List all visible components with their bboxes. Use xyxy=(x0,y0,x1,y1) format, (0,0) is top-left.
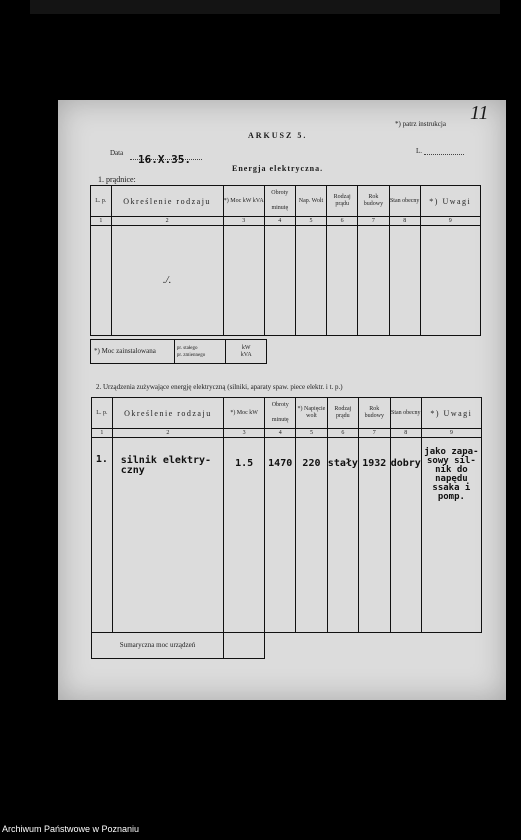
num-2: 2 xyxy=(111,217,223,226)
num-6: 6 xyxy=(327,217,358,226)
num2-4: 4 xyxy=(265,429,296,438)
date-value: 16.X.35. xyxy=(138,153,191,166)
num-5: 5 xyxy=(295,217,327,226)
num-4: 4 xyxy=(264,217,295,226)
moc-sub xyxy=(174,340,226,364)
film-edge xyxy=(30,0,500,14)
num-7: 7 xyxy=(358,217,390,226)
uwagi-line-6: pomp. xyxy=(437,492,465,502)
num-1: 1 xyxy=(91,217,112,226)
devices-table xyxy=(91,397,482,659)
row-uwagi xyxy=(421,438,481,633)
col-moc: *) Moc kW kVA xyxy=(223,186,264,217)
instruction-note: *) patrz instrukcja xyxy=(395,120,446,128)
col-rodzaj: Rodzaj prądu xyxy=(327,186,358,217)
col2-napiecie: *) Napięcie wolt xyxy=(296,398,328,429)
date-label: Data xyxy=(110,149,124,157)
col-stan: Stan obecny xyxy=(389,186,420,217)
col-obroty-top: Obroty xyxy=(271,190,289,196)
sum-label: Sumaryczna moc urządzeń xyxy=(92,633,224,659)
num2-8: 8 xyxy=(390,429,421,438)
moc-units xyxy=(226,340,267,364)
archive-watermark: Archiwum Państwowe w Poznaniu xyxy=(2,824,140,834)
col2-obroty-top: Obroty xyxy=(271,402,289,408)
uwagi-line-4: napędu xyxy=(435,474,468,484)
col2-lp: L. p. xyxy=(92,398,113,429)
num-9: 9 xyxy=(420,217,480,226)
num2-7: 7 xyxy=(358,429,390,438)
section1-title: 1. prądnice: xyxy=(98,175,136,184)
moc-label: *) Moc zainstalowana xyxy=(91,340,175,364)
col-obroty xyxy=(264,186,295,217)
num2-3: 3 xyxy=(224,429,265,438)
uwagi-line-1: jako zapa- xyxy=(424,447,479,457)
row-rok: 1932 xyxy=(358,438,390,633)
num2-6: 6 xyxy=(327,429,358,438)
row-obroty: 1470 xyxy=(265,438,296,633)
num-3: 3 xyxy=(223,217,264,226)
moc-sub1: pr. stałego xyxy=(176,345,198,351)
num2-1: 1 xyxy=(92,429,113,438)
col2-rodzaj: Rodzaj prądu xyxy=(327,398,358,429)
page-number: 11 xyxy=(470,102,489,124)
col-rok: Rok budowy xyxy=(358,186,390,217)
num2-5: 5 xyxy=(296,429,328,438)
generators-table xyxy=(90,185,481,336)
l-line xyxy=(424,154,464,155)
col2-obroty-bottom: minutę xyxy=(271,417,289,423)
col-napiecie: Nap. Wolt xyxy=(295,186,327,217)
num2-9: 9 xyxy=(421,429,481,438)
col2-uwagi: *) Uwagi xyxy=(421,398,481,429)
col2-obroty xyxy=(265,398,296,429)
sheet-title: ARKUSZ 5. xyxy=(248,131,308,140)
subtitle: Energja elektryczna. xyxy=(232,164,324,173)
empty-mark: ./. xyxy=(111,226,223,336)
col2-moc: *) Moc kW xyxy=(224,398,265,429)
row-moc: 1.5 xyxy=(224,438,265,633)
col2-rok: Rok budowy xyxy=(358,398,390,429)
sum-row xyxy=(92,633,482,659)
installed-power-box xyxy=(90,339,267,364)
row-okreslenie xyxy=(112,438,223,633)
unit-kva: kVA xyxy=(240,351,252,358)
num2-2: 2 xyxy=(112,429,223,438)
section2-title: 2. Urządzenia zużywające energję elektryczną (silniki, aparaty spaw. piece elektr. i t. p.) xyxy=(96,383,343,391)
table-row xyxy=(92,438,482,633)
col-okreslenie: Określenie rodzaju xyxy=(111,186,223,217)
table-row xyxy=(91,226,481,336)
uwagi-line-2: sowy sil- xyxy=(427,456,476,466)
row-okreslenie-2: czny xyxy=(120,465,145,476)
col2-stan: Stan obecny xyxy=(390,398,421,429)
unit-kw: kW xyxy=(241,344,251,351)
row-lp: 1. xyxy=(92,438,113,633)
uwagi-line-3: nik do xyxy=(435,465,468,475)
document-sheet xyxy=(58,100,506,700)
col2-okreslenie: Określenie rodzaju xyxy=(112,398,223,429)
col-obroty-bottom: minutę xyxy=(271,205,289,211)
num-8: 8 xyxy=(389,217,420,226)
row-napiecie: 220 xyxy=(296,438,328,633)
col-lp: L. p. xyxy=(91,186,112,217)
moc-sub2: pr. zmiennego xyxy=(176,352,206,358)
row-stan: dobry xyxy=(390,438,421,633)
uwagi-line-5: ssaka i xyxy=(432,483,471,493)
row-okreslenie-1: silnik elektry- xyxy=(120,455,212,466)
l-label: L. xyxy=(416,147,423,155)
col-uwagi: *) Uwagi xyxy=(420,186,480,217)
row-rodzaj: stały xyxy=(327,438,358,633)
